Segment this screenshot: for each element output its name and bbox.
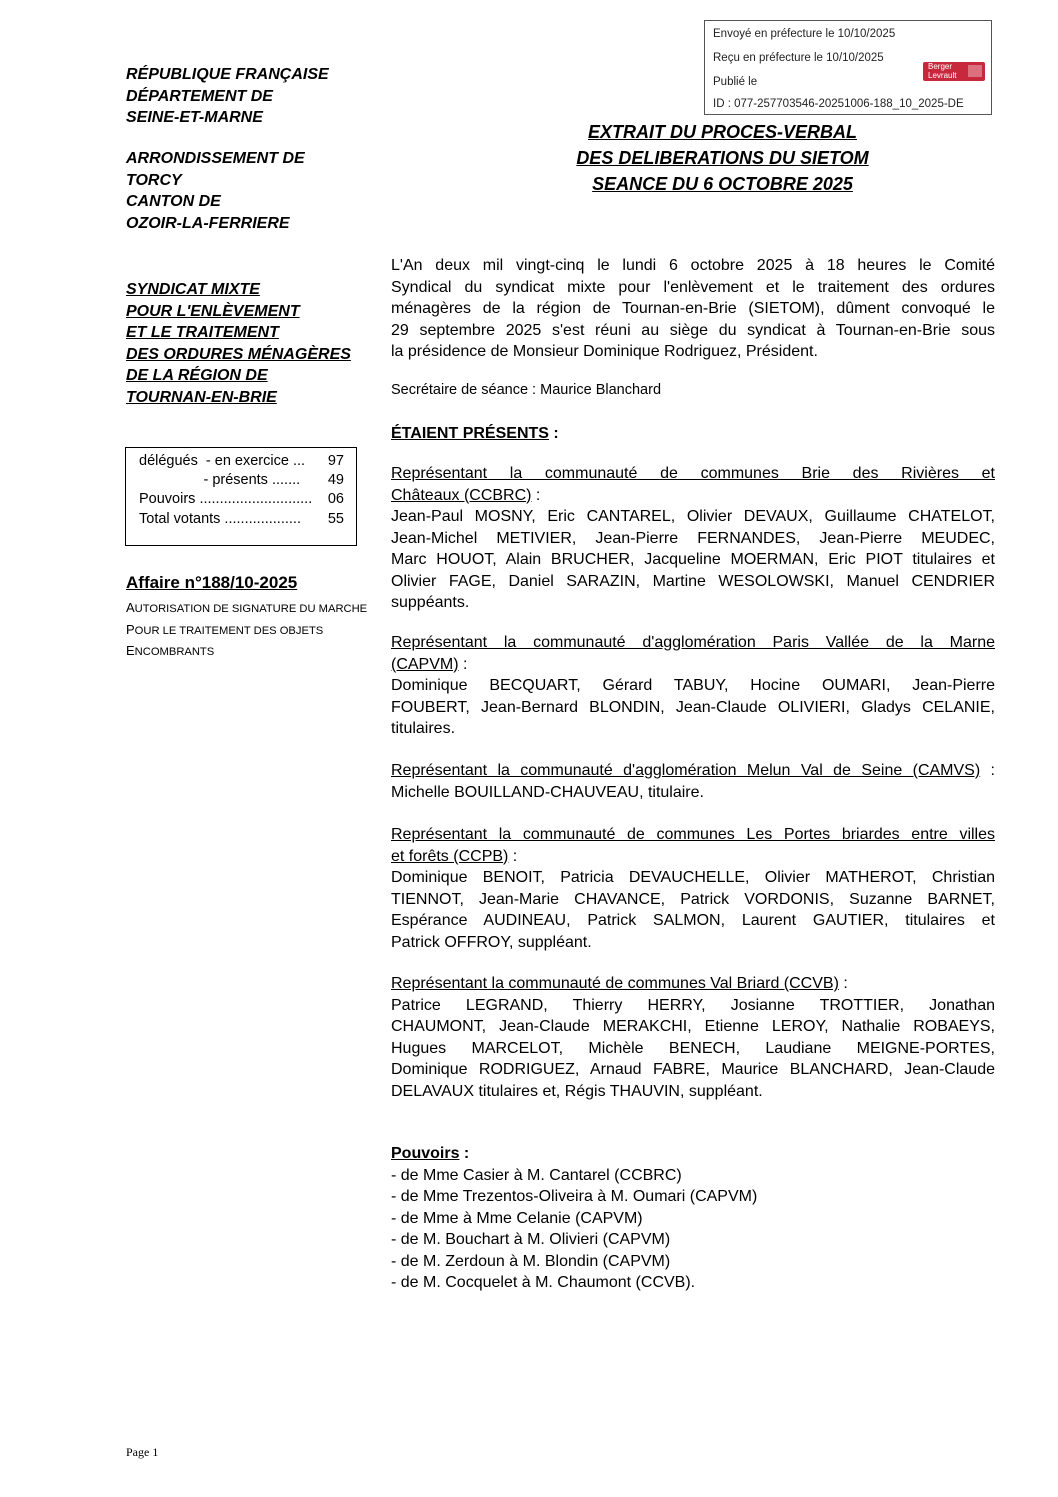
pouvoir-item: - de Mme Trezentos-Oliveira à M. Oumari (CAPVM) [391,1188,758,1205]
pouvoir-item: - de M. Zerdoun à M. Blondin (CAPVM) [391,1252,671,1270]
header-line: RÉPUBLIQUE FRANÇAISE [126,66,329,83]
pouvoirs-heading: Pouvoirs [391,1145,460,1162]
arrondissement-block [126,148,305,234]
header-line: DÉPARTEMENT DE [126,87,273,105]
header-line: OZOIR-LA-FERRIERE [126,214,290,232]
pouvoir-item: - de Mme à Mme Celanie (CAPVM) [391,1209,643,1227]
stamp-id: ID : 077-257703546-20251006-188_10_2025-DE [713,98,964,110]
group-ccpb: Représentant la communauté de communes Les Portes briardes entre villes et forêts (CCPB) : Dominique BENOIT, Patricia DEVAUCHELLE, Olivier MATHEROT, Christian TIENNOT, Jean-Marie CHAVANCE, Patrick VORDONIS, Suzanne BARNET, Espérance AUDINEAU, Patrick SALMON, Laurent GAUTIER, titulaires et Patrick OFFROY, suppléant. [391,826,995,951]
stamp-envoye: Envoyé en préfecture le 10/10/2025 [713,28,896,40]
count-row: - présents ....... 49 [139,472,344,489]
logo-line-2: Levrault [928,70,957,80]
pouvoir-item: - de M. Bouchart à M. Olivieri (CAPVM) [391,1231,671,1248]
berger-levrault-logo [923,62,985,81]
header-line: CANTON DE [126,193,221,211]
count-row: Total votants ................... 55 [139,510,344,527]
pouvoir-item: - de Mme Casier à M. Cantarel (CCBRC) [391,1166,682,1184]
page-number: Page 1 [126,1445,159,1459]
count-row: délégués - en exercice ... 97 [139,453,344,469]
header-line: TORCY [126,171,182,189]
header-line: ARRONDISSEMENT DE [126,150,305,167]
secretaire-de-seance: Secrétaire de séance : Maurice Blanchard [391,382,662,398]
document-title [520,119,925,197]
logo-line-1: Berger [928,62,953,71]
pouvoir-item: - de M. Cocquelet à M. Chaumont (CCVB). [391,1274,696,1291]
header-line: ET LE TRAITEMENT [126,324,279,342]
group-camvs: Représentant la communauté d'agglomération Melun Val de Seine (CAMVS) : Michelle BOUILLAND-CHAUVEAU, titulaire. [391,762,995,801]
header-line: SYNDICAT MIXTE [126,281,260,298]
syndicat-block [126,279,351,409]
affaire-number: Affaire n°188/10-2025 [126,573,298,592]
group-ccvb: Représentant la communauté de communes Val Briard (CCVB) : Patrice LEGRAND, Thierry HERRY, Josianne TROTTIER, Jonathan CHAUMONT, Jean-Claude MERAKCHI, Etienne LEROY, Nathalie ROBAEYS, Hugues MARCELOT, Michèle BENECH, Laudiane MEIGNE-PORTES, Dominique RODRIGUEZ, Arnaud FABRE, Maurice BLANCHARD, Jean-Claude DELAVAUX titulaires et, Régis THAUVIN, suppléant. [391,975,995,1100]
header-line: POUR L'ENLÈVEMENT [126,302,300,320]
group-capvm: Représentant la communauté d'agglomération Paris Vallée de la Marne (CAPVM) : Dominique BECQUART, Gérard TABUY, Hocine OUMARI, Jean-Pierre FOUBERT, Jean-Bernard BLONDIN, Jean-Claude OLIVIERI, Gladys CELANIE, titulaires. [391,634,995,737]
presents-heading: ÉTAIENT PRÉSENTS : [391,425,559,442]
affaire-object: AUTORISATION DE SIGNATURE DU MARCHE POUR LE TRAITEMENT DES OBJETS ENCOMBRANTS [126,600,368,658]
republic-block [126,64,329,129]
title-line: EXTRAIT DU PROCES-VERBAL [587,122,857,142]
title-line: DES DELIBERATIONS DU SIETOM [576,148,869,168]
count-row: Pouvoirs ............................ 06 [139,491,344,508]
intro-paragraph: L'An deux mil vingt-cinq le lundi 6 octobre 2025 à 18 heures le Comité Syndical du syndicat mixte pour l'enlèvement et le traitement des ordures ménagères de la région de Tournan-en-Brie (SIETOM), dûment convoqué le 29 septembre 2025 s'est réuni au siège du syndicat à Tournan-en-Brie sous la présidence de Monsieur Dominique Rodriguez, Président. [391,257,995,360]
stamp-recu: Reçu en préfecture le 10/10/2025 [713,52,884,64]
title-line: SEANCE DU 6 OCTOBRE 2025 [592,174,853,194]
prefecture-stamp [704,20,992,115]
header-line: DES ORDURES MÉNAGÈRES [126,345,351,363]
header-line: TOURNAN-EN-BRIE [126,388,277,406]
pouvoirs-section: Pouvoirs : - de Mme Casier à M. Cantarel (CCBRC) - de Mme Trezentos-Oliveira à M. Oumari (CAPVM) - de Mme à Mme Celanie (CAPVM) - de M. Bouchart à M. Olivieri (CAPVM) - de M. Zerdoun à M. Blondin (CAPVM) - de M. Cocquelet à M. Chaumont (CCVB). [391,1143,995,1294]
header-line: SEINE-ET-MARNE [126,109,263,127]
header-line: DE LA RÉGION DE [126,367,268,385]
delegates-count-box [125,447,357,546]
stamp-publie: Publié le [713,76,758,88]
group-ccbrc: Représentant la communauté de communes Brie des Rivières et Châteaux (CCBRC) : Jean-Paul MOSNY, Eric CANTAREL, Olivier DEVAUX, Guillaume CHATELOT, Jean-Michel METIVIER, Jean-Pierre FERNANDES, Jean-Pierre MEUDEC, Marc HOUOT, Alain BRUCHER, Jacqueline MOERMAN, Eric PIOT titulaires et Olivier FAGE, Daniel SARAZIN, Martine WESOLOWSKI, Manuel CENDRIER suppéants. [391,465,995,611]
